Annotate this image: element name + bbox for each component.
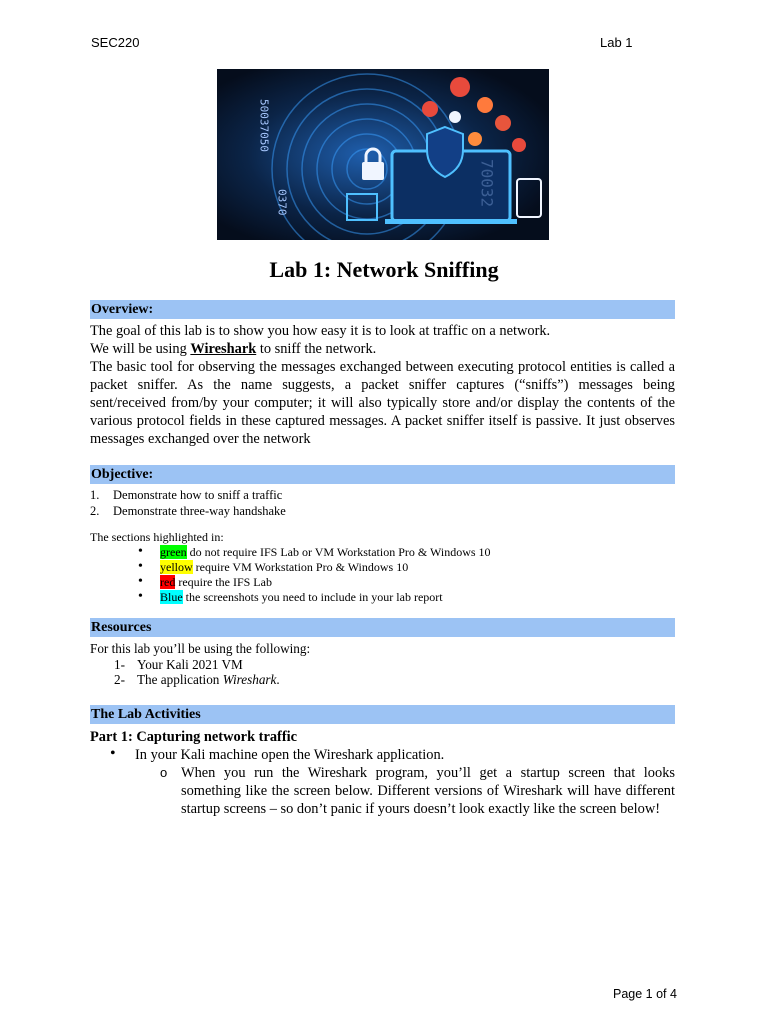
page-number: Page 1 of 4 [613, 987, 677, 1001]
overview-paragraph: The basic tool for observing the messages exchanged between executing protocol entities is called a packet sniffer. As the name suggests, a packet sniffer captures (“sniffs”) messages being sent/received from/by your computer; it will also typically store and/or display the contents of the various protocol fields in these captured messages. A packet sniffer itself is passive. It just observes messages exchanged over the network [90, 359, 675, 447]
circle-bullet-icon: o [160, 764, 168, 780]
list-item [114, 657, 675, 673]
header-lab-label: Lab 1 [600, 35, 633, 50]
list-item [114, 672, 675, 688]
overview-line-2 [90, 340, 675, 358]
highlight-word-green: green [160, 545, 187, 559]
objective-heading: Objective: [90, 465, 675, 484]
list-item-text: the screenshots you need to include in your lab report [182, 590, 443, 604]
list-item-text: Your Kali 2021 VM [137, 656, 243, 672]
list-item-number: 2. [90, 503, 100, 518]
list-item [138, 560, 675, 575]
highlight-word-yellow: yellow [160, 560, 193, 574]
list-item [138, 590, 675, 605]
list-item-number: 1. [90, 488, 100, 502]
overview-line-2-pre: We will be using [90, 341, 191, 357]
lab-activities-heading: The Lab Activities [90, 705, 675, 724]
objective-list [90, 488, 675, 519]
list-item-text: The application [137, 672, 223, 687]
bullet-icon: • [110, 744, 116, 762]
highlight-intro: The sections highlighted in: [90, 530, 224, 544]
list-item [90, 746, 675, 764]
digit-column-left: 50037050 [257, 99, 271, 152]
list-item-text: Demonstrate how to sniff a traffic [113, 488, 283, 502]
digit-column-left-b: 0370 [275, 189, 289, 216]
list-item-emphasis: Wireshark [222, 672, 277, 687]
wireshark-link[interactable]: Wireshark [190, 341, 257, 357]
page-title: Lab 1: Network Sniffing [269, 257, 499, 282]
list-item [138, 545, 675, 560]
highlight-word-blue: Blue [160, 590, 183, 604]
part1-heading: Part 1: Capturing network traffic [90, 728, 298, 745]
digit-column-right: 70032 [477, 159, 497, 208]
list-item-text: When you run the Wireshark program, you’ll get a startup screen that looks something like the screen below. Different versions of Wireshark will have different startup screens – so don’t panic if yours doesn’t look exactly like the screen below! [181, 764, 675, 817]
network-security-illustration [217, 69, 549, 240]
list-item-number: 2- [114, 672, 125, 687]
overview-line-1: The goal of this lab is to show you how easy it is to look at traffic on a network. [90, 323, 551, 339]
list-item [90, 488, 675, 504]
list-item-text: require the IFS Lab [175, 575, 272, 589]
list-item-text: require VM Workstation Pro & Windows 10 [192, 560, 409, 574]
list-item-text: Demonstrate three-way handshake [113, 503, 286, 518]
list-item [138, 575, 675, 590]
list-item-text-post: . [276, 672, 280, 687]
list-item [90, 504, 675, 520]
list-item-text: In your Kali machine open the Wireshark application. [135, 746, 445, 763]
highlight-legend-list [90, 545, 675, 605]
resources-heading: Resources [90, 618, 675, 637]
list-item-number: 1- [114, 656, 125, 672]
list-item [90, 764, 675, 818]
resources-intro: For this lab you’ll be using the following: [90, 641, 311, 656]
overview-line-2-post: to sniff the network. [256, 341, 377, 357]
resources-list [90, 657, 675, 688]
highlight-word-red: red [160, 575, 176, 589]
illustration-graphic [217, 69, 549, 240]
header-course-code: SEC220 [91, 35, 140, 50]
list-item-text: do not require IFS Lab or VM Workstation Pro & Windows 10 [186, 545, 491, 559]
document-body [90, 300, 675, 818]
overview-heading: Overview: [90, 300, 675, 319]
